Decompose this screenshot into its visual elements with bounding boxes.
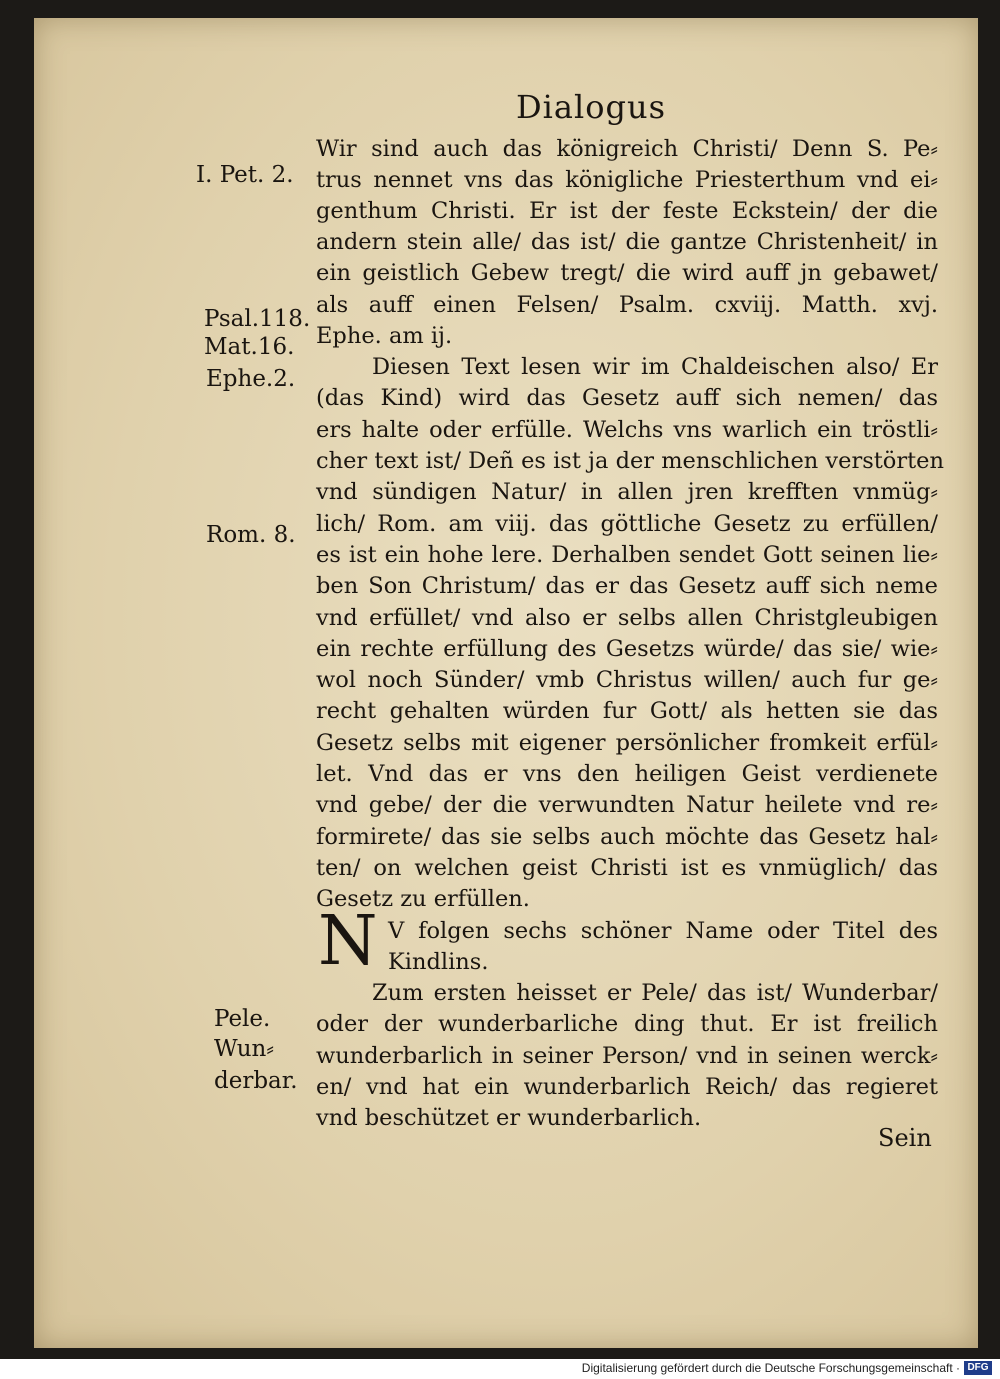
margin-note: Ephe.2. [206, 366, 296, 392]
dfg-logo: DFG [964, 1361, 992, 1375]
text-line: (das Kind) wird das Gesetz auff sich nemen/ das [316, 385, 938, 411]
text-line: recht gehalten würden fur Gott/ als hetten sie das [316, 698, 938, 724]
text-line: lich/ Rom. am viij. das göttliche Gesetz zu erfüllen/ [316, 511, 938, 537]
text-line: ein geistlich Gebew tregt/ die wird auff jn gebawet/ [316, 260, 938, 286]
text-line: ein rechte erfüllung des Gesetzs würde/ das sie/ wie⸗ [316, 636, 938, 662]
running-header: Dialogus [516, 88, 666, 126]
margin-note: Psal.118. [204, 306, 311, 332]
text-line: oder der wunderbarliche ding thut. Er ist freilich [316, 1011, 938, 1037]
text-line: vnd erfüllet/ vnd also er selbs allen Christgleubigen [316, 605, 938, 631]
catchword: Sein [878, 1124, 932, 1152]
text-line: let. Vnd das er vns den heiligen Geist verdienete [316, 761, 938, 787]
text-line: wunderbarlich in seiner Person/ vnd in seinen werck⸗ [316, 1043, 938, 1069]
margin-note: derbar. [214, 1068, 298, 1094]
margin-note: Pele. [214, 1006, 271, 1032]
text-line: Wir sind auch das königreich Christi/ Denn S. Pe⸗ [316, 136, 938, 162]
text-line: als auff einen Felsen/ Psalm. cxviij. Matth. xvj. [316, 292, 938, 318]
text-line: en/ vnd hat ein wunderbarlich Reich/ das regieret [316, 1074, 938, 1100]
margin-note: I. Pet. 2. [196, 162, 294, 188]
text-line: trus nennet vns das königliche Priesterthum vnd ei⸗ [316, 167, 938, 193]
text-line: ers halte oder erfülle. Welchs vns warlich ein tröstli⸗ [316, 417, 938, 443]
text-line: ben Son Christum/ das er das Gesetz auff sich neme [316, 573, 938, 599]
text-line: vnd gebe/ der die verwundten Natur heilete vnd re⸗ [316, 792, 938, 818]
margin-note: Mat.16. [204, 334, 295, 360]
margin-note: Wun⸗ [214, 1036, 274, 1062]
text-line: vnd sündigen Natur/ in allen jren krefften vnmüg⸗ [316, 479, 938, 505]
text-line: Ephe. am ij. [316, 323, 453, 349]
footer-bar [0, 1359, 1000, 1379]
text-line: Diesen Text lesen wir im Chaldeischen also/ Er [372, 354, 938, 380]
text-line: cher text ist/ Deñ es ist ja der menschlichen verstörten [316, 448, 944, 474]
text-line: genthum Christi. Er ist der feste Eckstein/ der die [316, 198, 938, 224]
text-line: es ist ein hohe lere. Derhalben sendet Gott seinen lie⸗ [316, 542, 938, 568]
text-line: vnd beschützet er wunderbarlich. [316, 1105, 702, 1131]
text-line: Gesetz zu erfüllen. [316, 886, 530, 912]
margin-note: Rom. 8. [206, 522, 296, 548]
drop-initial: N [318, 902, 378, 981]
text-line: formirete/ das sie selbs auch möchte das Gesetz hal⸗ [316, 824, 938, 850]
funding-note: Digitalisierung gefördert durch die Deutsche Forschungsgemeinschaft · [581, 1361, 960, 1375]
text-line: wol noch Sünder/ vmb Christus willen/ auch fur ge⸗ [316, 667, 938, 693]
text-line: Zum ersten heisset er Pele/ das ist/ Wunderbar/ [372, 980, 938, 1006]
text-line: ten/ on welchen geist Christi ist es vnmüglich/ das [316, 855, 938, 881]
text-line: Gesetz selbs mit eigener persönlicher fromkeit erfül⸗ [316, 730, 938, 756]
text-line: V folgen sechs schöner Name oder Titel des [388, 918, 938, 944]
text-line: Kindlins. [388, 949, 489, 975]
text-line: andern stein alle/ das ist/ die gantze Christenheit/ in [316, 229, 938, 255]
